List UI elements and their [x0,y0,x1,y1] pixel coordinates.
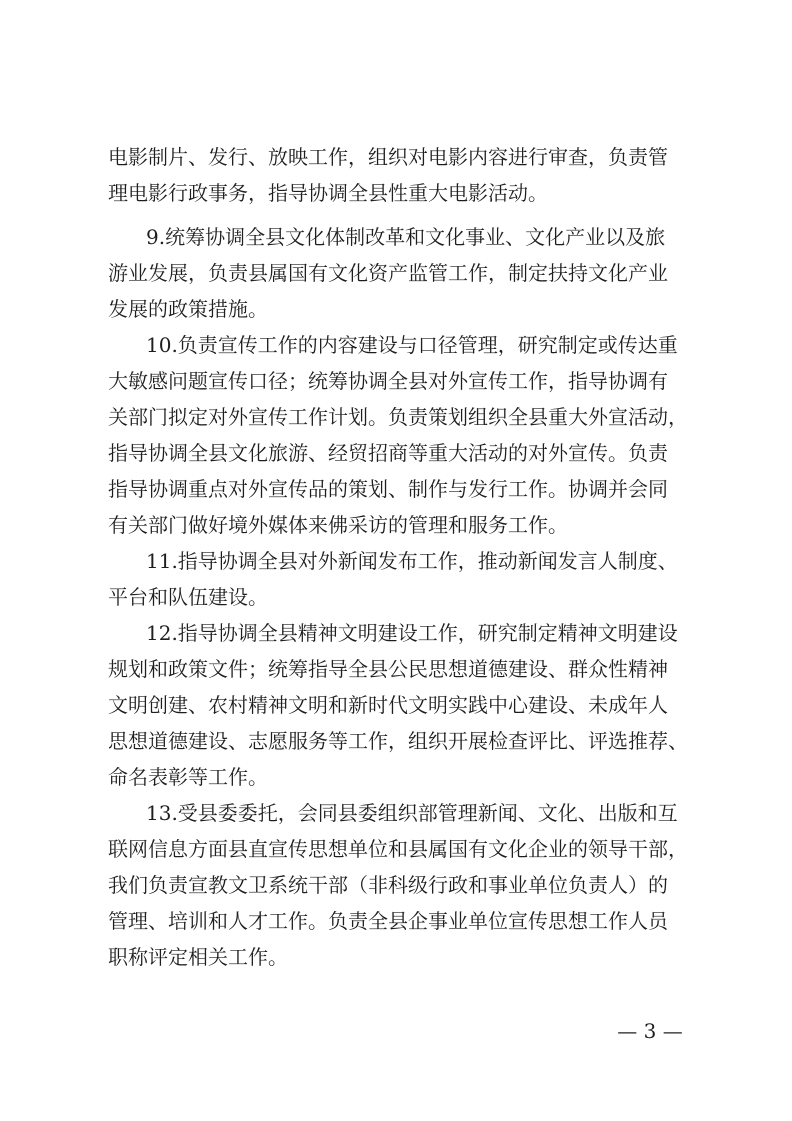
body-text-line: 指导协调全县文化旅游、经贸招商等重大活动的对外宣传。负责 [108,441,668,465]
body-text-line: 管理、培训和人才工作。负责全县企事业单位宣传思想工作人员 [108,909,668,933]
paragraph-13-line: 13.受县委委托，会同县委组织部管理新闻、文化、出版和互 [146,801,678,825]
paragraph-9-line: 9.统筹协调全县文化体制改革和文化事业、文化产业以及旅 [146,225,666,249]
body-text-line: 理电影行政事务，指导协调全县性重大电影活动。 [108,181,548,205]
page-number: — 3 — [617,1019,683,1043]
body-text-line: 大敏感问题宣传口径；统筹协调全县对外宣传工作，指导协调有 [108,369,668,393]
paragraph-10-line: 10.负责宣传工作的内容建设与口径管理，研究制定或传达重 [146,333,678,357]
body-text-line: 命名表彰等工作。 [108,765,268,789]
paragraph-11-line: 11.指导协调全县对外新闻发布工作，推动新闻发言人制度、 [146,549,678,573]
body-text-line: 联网信息方面县直宣传思想单位和县属国有文化企业的领导干部， [108,837,688,861]
body-text-line: 指导协调重点对外宣传品的策划、制作与发行工作。协调并会同 [108,477,668,501]
body-text-line: 我们负责宣教文卫系统干部（非科级行政和事业单位负责人）的 [108,873,668,897]
body-text-line: 电影制片、发行、放映工作，组织对电影内容进行审查，负责管 [108,145,668,169]
body-text-line: 游业发展，负责县属国有文化资产监管工作，制定扶持文化产业 [108,261,668,285]
body-text-line: 文明创建、农村精神文明和新时代文明实践中心建设、未成年人 [108,693,668,717]
paragraph-12-line: 12.指导协调全县精神文明建设工作，研究制定精神文明建设 [146,621,678,645]
body-text-line: 有关部门做好境外媒体来佛采访的管理和服务工作。 [108,513,568,537]
body-text-line: 思想道德建设、志愿服务等工作，组织开展检查评比、评选推荐、 [108,729,688,753]
body-text-line: 关部门拟定对外宣传工作计划。负责策划组织全县重大外宣活动， [108,405,688,429]
body-text-line: 平台和队伍建设。 [108,585,268,609]
body-text-line: 发展的政策措施。 [108,297,268,321]
body-text-line: 职称评定相关工作。 [108,945,288,969]
body-text-line: 规划和政策文件；统筹指导全县公民思想道德建设、群众性精神 [108,657,668,681]
